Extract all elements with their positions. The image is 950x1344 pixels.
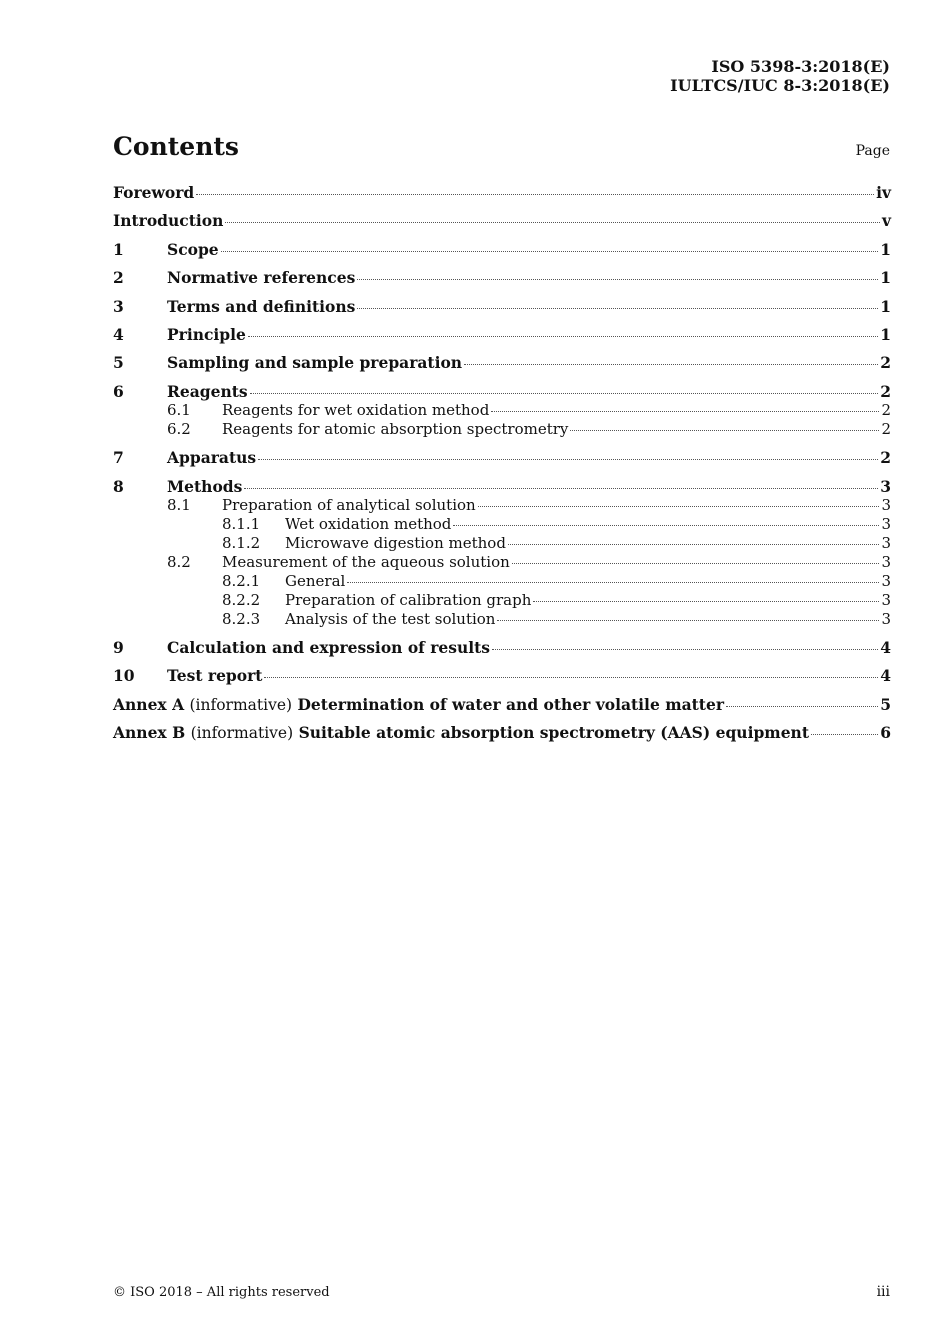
dot-leader — [726, 706, 878, 707]
toc-page: 1 — [880, 324, 891, 344]
toc-page: 3 — [880, 476, 891, 496]
dot-leader — [464, 364, 878, 365]
toc-number: 7 — [113, 448, 124, 468]
toc-label: Normative references — [167, 268, 356, 288]
toc-entry-sampling[interactable] — [113, 353, 891, 372]
toc-number: 9 — [113, 637, 124, 657]
toc-number: 5 — [113, 353, 124, 373]
toc-label: Principle — [167, 324, 246, 344]
toc-number: 8.1.2 — [222, 533, 261, 552]
toc-page: 3 — [881, 552, 891, 571]
dot-leader — [533, 601, 879, 602]
toc-label: Foreword — [113, 183, 195, 202]
copyright-notice: © ISO 2018 – All rights reserved — [113, 1285, 330, 1300]
toc-entry-8-2-2[interactable] — [113, 591, 891, 610]
toc-page: 1 — [880, 296, 891, 316]
toc-entry-6-2[interactable] — [113, 420, 891, 439]
toc-page: 2 — [881, 419, 891, 438]
toc-entry-principle[interactable] — [113, 325, 891, 344]
toc-page: 3 — [881, 609, 891, 628]
dot-leader — [570, 430, 879, 431]
dot-leader — [258, 459, 878, 460]
toc-page: 2 — [880, 353, 891, 373]
toc-label — [113, 695, 724, 715]
dot-leader — [512, 563, 880, 564]
toc-entry-8-1-2[interactable] — [113, 534, 891, 553]
annex-note: (informative) — [189, 695, 293, 714]
toc-label: Methods — [167, 476, 243, 496]
toc-page: 2 — [881, 400, 891, 419]
toc-page: 3 — [881, 590, 891, 609]
toc-page: 3 — [881, 495, 891, 514]
dot-leader — [264, 677, 878, 678]
dot-leader — [811, 734, 878, 735]
toc-number: 6.2 — [167, 419, 191, 438]
toc-entry-8-2-3[interactable] — [113, 610, 891, 629]
dot-leader — [508, 544, 880, 545]
toc-label: Scope — [167, 239, 219, 259]
toc-page: 4 — [880, 666, 891, 686]
toc-label: Sampling and sample preparation — [167, 353, 463, 373]
standard-number: ISO 5398-3:2018(E) — [711, 57, 890, 76]
dot-leader — [196, 194, 874, 195]
dot-leader — [221, 251, 879, 252]
toc-page: 1 — [880, 268, 891, 288]
toc-label: Terms and definitions — [167, 296, 356, 316]
toc-number: 6.1 — [167, 400, 191, 419]
toc-label: Analysis of the test solution — [285, 609, 496, 628]
toc-label: Apparatus — [167, 448, 257, 468]
dot-leader — [250, 393, 879, 394]
toc-entry-scope[interactable] — [113, 240, 891, 259]
toc-number: 8.2 — [167, 552, 191, 571]
toc-number: 8 — [113, 476, 124, 496]
dot-leader — [248, 336, 878, 337]
annex-prefix: Annex A — [113, 694, 185, 714]
toc-entry-reagents[interactable] — [113, 382, 891, 401]
annex-note: (informative) — [190, 724, 294, 743]
dot-leader — [491, 411, 879, 412]
toc-page: 1 — [880, 239, 891, 259]
table-of-contents — [113, 183, 891, 742]
dot-leader — [492, 649, 878, 650]
toc-label: Introduction — [113, 211, 224, 231]
toc-entry-annex-b[interactable] — [113, 723, 891, 742]
dot-leader — [357, 279, 878, 280]
dot-leader — [244, 488, 878, 489]
toc-entry-calculation[interactable] — [113, 638, 891, 657]
annex-prefix: Annex B — [113, 723, 186, 743]
toc-label: Preparation of calibration graph — [285, 590, 532, 609]
page-number: iii — [876, 1284, 890, 1300]
toc-number: 4 — [113, 324, 124, 344]
annex-title: Suitable atomic absorption spectrometry (AAS) equipment — [298, 723, 809, 743]
toc-number: 3 — [113, 296, 124, 316]
iultcs-number: IULTCS/IUC 8-3:2018(E) — [670, 76, 890, 95]
dot-leader — [225, 222, 880, 223]
toc-number: 8.2.1 — [222, 571, 261, 590]
toc-number: 8.1.1 — [222, 514, 261, 533]
toc-label: Reagents for wet oxidation method — [222, 400, 490, 419]
toc-page: 2 — [880, 448, 891, 468]
toc-entry-apparatus[interactable] — [113, 448, 891, 467]
toc-entry-introduction[interactable] — [113, 211, 891, 230]
toc-label: Reagents — [167, 381, 248, 401]
toc-page: 5 — [880, 694, 891, 714]
toc-entry-methods[interactable] — [113, 477, 891, 496]
toc-page: 3 — [881, 514, 891, 533]
toc-label: Preparation of analytical solution — [222, 495, 476, 514]
toc-label: Wet oxidation method — [285, 514, 452, 533]
toc-label: Calculation and expression of results — [167, 637, 491, 657]
toc-entry-terms-and-definitions[interactable] — [113, 297, 891, 316]
dot-leader — [357, 308, 878, 309]
toc-number: 8.2.2 — [222, 590, 261, 609]
toc-entry-8-2-1[interactable] — [113, 572, 891, 591]
toc-entry-6-1[interactable] — [113, 401, 891, 420]
dot-leader — [497, 620, 879, 621]
toc-entry-annex-a[interactable] — [113, 695, 891, 714]
toc-entry-test-report[interactable] — [113, 666, 891, 685]
toc-page: 2 — [880, 381, 891, 401]
toc-number: 2 — [113, 268, 124, 288]
toc-entry-8-2[interactable] — [113, 553, 891, 572]
toc-number: 10 — [113, 666, 135, 686]
toc-entry-foreword[interactable] — [113, 183, 891, 202]
toc-page: 6 — [880, 723, 891, 743]
toc-label: General — [285, 571, 346, 590]
toc-page: 4 — [880, 637, 891, 657]
dot-leader — [347, 582, 879, 583]
dot-leader — [453, 525, 879, 526]
toc-entry-8-1-1[interactable] — [113, 515, 891, 534]
toc-page: iv — [876, 183, 891, 202]
toc-entry-8-1[interactable] — [113, 496, 891, 515]
toc-label: Reagents for atomic absorption spectrometry — [222, 419, 569, 438]
toc-label — [113, 723, 809, 743]
toc-label: Test report — [167, 666, 263, 686]
toc-label: Measurement of the aqueous solution — [222, 552, 510, 571]
toc-number: 6 — [113, 381, 124, 401]
annex-title: Determination of water and other volatile matter — [297, 694, 724, 714]
toc-number: 8.1 — [167, 495, 191, 514]
toc-entry-normative-references[interactable] — [113, 268, 891, 287]
toc-label: Microwave digestion method — [285, 533, 506, 552]
toc-number: 8.2.3 — [222, 609, 261, 628]
document-header — [670, 57, 890, 95]
page-column-label: Page — [855, 143, 890, 159]
dot-leader — [478, 506, 880, 507]
toc-page: 3 — [881, 571, 891, 590]
toc-number: 1 — [113, 239, 124, 259]
toc-page: 3 — [881, 533, 891, 552]
contents-title: Contents — [113, 132, 240, 161]
toc-page: v — [881, 211, 891, 231]
